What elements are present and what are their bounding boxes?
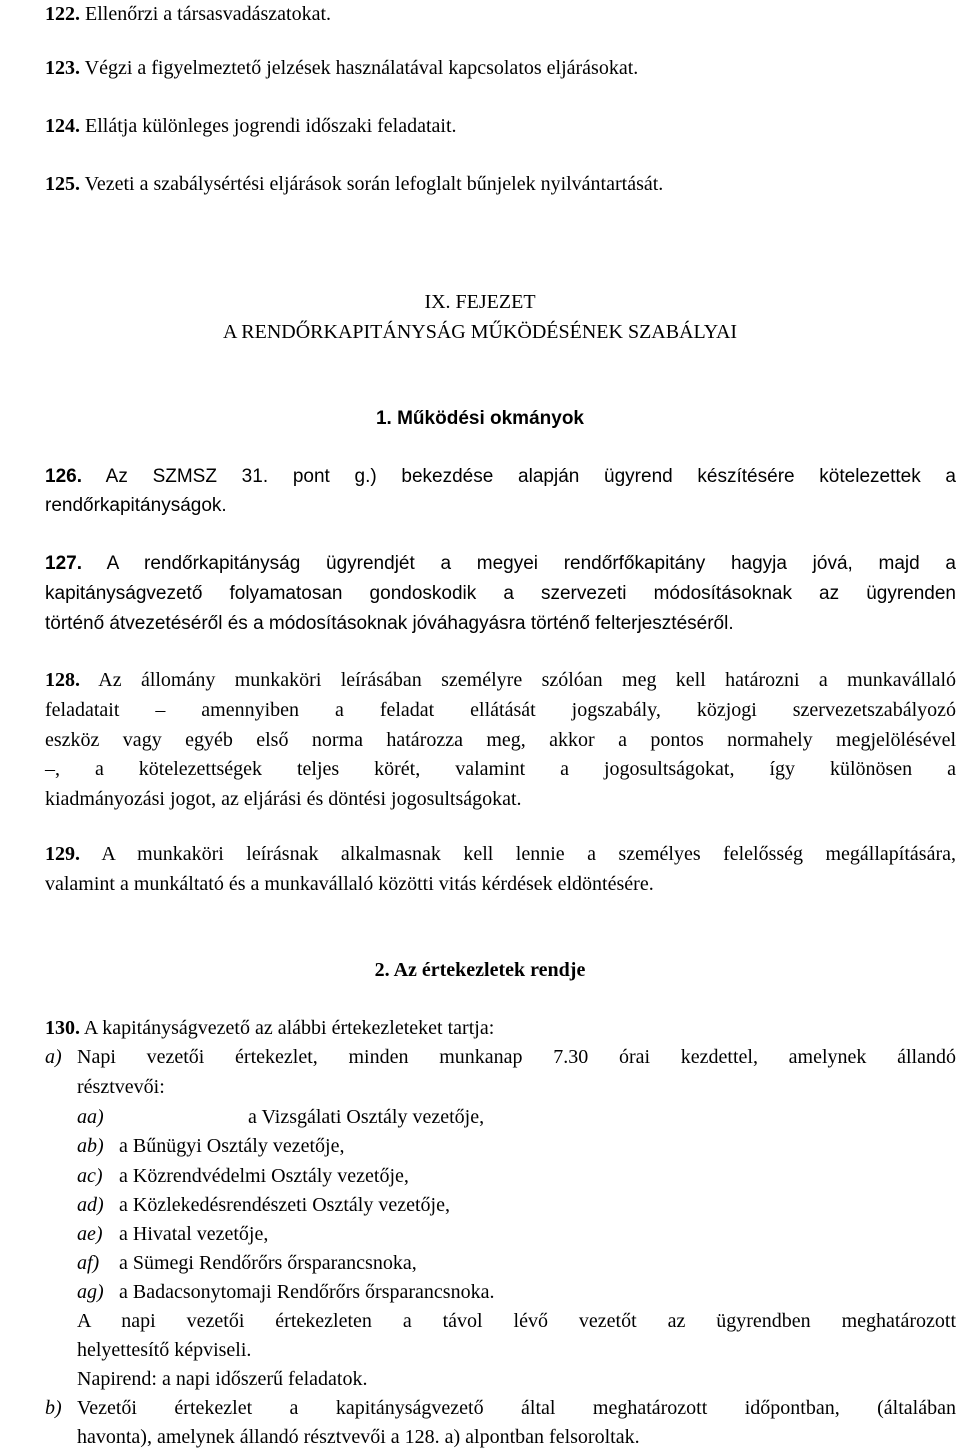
participant-ad xyxy=(77,1193,450,1217)
item-b xyxy=(45,1396,77,1420)
paragraph-text: Az SZMSZ 31. pont g.) bekezdése alapján ügyrend készítésére kötelezettek a xyxy=(105,466,956,487)
item-a-line1: Napi vezetői értekezlet, minden munkanap 7.30 órai kezdettel, amelynek állandó xyxy=(77,1046,956,1068)
paragraph-text: Ellenőrzi a társasvadászatokat. xyxy=(85,3,331,25)
participant-ac xyxy=(77,1164,409,1188)
item-a xyxy=(45,1045,77,1069)
paragraph-number: 123. xyxy=(45,57,80,79)
chapter-number: IX. FEJEZET xyxy=(424,291,536,313)
paragraph-124 xyxy=(45,114,457,138)
participant-label: ad) xyxy=(77,1194,104,1216)
paragraph-129-line2: valamint a munkáltató és a munkavállaló közötti vitás kérdések eldöntésére. xyxy=(45,873,654,895)
paragraph-128-line2: feladatait – amennyiben a feladat ellátását jogszabály, közjogi szervezetszabályozó xyxy=(45,699,956,721)
paragraph-text: A munkaköri leírásnak alkalmasnak kell lennie a személyes felelősség megállapítására, xyxy=(101,843,956,865)
paragraph-text: Vezeti a szabálysértési eljárások során lefoglalt bűnjelek nyilvántartását. xyxy=(84,173,664,195)
deputy-line2: helyettesítő képviseli. xyxy=(77,1339,252,1361)
participant-text: a Közlekedésrendészeti Osztály vezetője, xyxy=(119,1194,450,1216)
participant-ag xyxy=(77,1280,494,1304)
paragraph-128-line3: eszköz vagy egyéb első norma határozza meg, akkor a pontos normahely megjelölésével xyxy=(45,729,956,751)
agenda-line: Napirend: a napi időszerű feladatok. xyxy=(77,1368,368,1390)
participant-ae xyxy=(77,1222,268,1246)
participant-label: ab) xyxy=(77,1135,104,1157)
participant-text: a Vizsgálati Osztály vezetője, xyxy=(248,1106,485,1128)
paragraph-number: 129. xyxy=(45,843,80,865)
participant-label: ac) xyxy=(77,1165,103,1187)
participant-label: aa) xyxy=(77,1106,104,1128)
item-a-line2: résztvevői: xyxy=(77,1076,165,1098)
section-title-1: 1. Működési okmányok xyxy=(375,408,584,429)
paragraph-text: A rendőrkapitányság ügyrendjét a megyei rendőrfőkapitány hagyja jóvá, majd a xyxy=(106,553,956,574)
paragraph-127-line3: történő átvezetéséről és a módosításoknak jóváhagyásra történő felterjesztéséről. xyxy=(45,613,734,634)
paragraph-number: 124. xyxy=(45,115,80,137)
participant-label: ae) xyxy=(77,1223,103,1245)
participant-text: a Badacsonytomaji Rendőrőrs őrsparancsnoka. xyxy=(119,1281,495,1303)
participant-ab xyxy=(77,1134,345,1158)
paragraph-125 xyxy=(45,172,663,196)
paragraph-127 xyxy=(45,552,956,576)
paragraph-127-line2: kapitányságvezető folyamatosan gondoskodik a szervezeti módosításoknak az ügyrenden xyxy=(45,583,956,604)
paragraph-number: 122. xyxy=(45,3,80,25)
paragraph-123 xyxy=(45,56,638,80)
participant-text: a Hivatal vezetője, xyxy=(119,1223,269,1245)
item-a-label: a) xyxy=(45,1046,62,1068)
paragraph-128-line4: –, a kötelezettségek teljes körét, valamint a jogosultságokat, így különösen a xyxy=(45,758,956,780)
section-title-2: 2. Az értekezletek rendje xyxy=(374,959,586,981)
paragraph-126 xyxy=(45,465,956,489)
participant-label: af) xyxy=(77,1252,100,1274)
participant-label: ag) xyxy=(77,1281,104,1303)
participant-text: a Sümegi Rendőrőrs őrsparancsnoka, xyxy=(119,1252,417,1274)
paragraph-text: Végzi a figyelmeztető jelzések használatával kapcsolatos eljárásokat. xyxy=(84,57,639,79)
paragraph-128 xyxy=(45,668,956,692)
paragraph-130 xyxy=(45,1016,494,1040)
item-b-line1: Vezetői értekezlet a kapitányságvezető által meghatározott időpontban, (általában xyxy=(77,1397,956,1419)
paragraph-text: A kapitányságvezető az alábbi értekezleteket tartja: xyxy=(83,1017,495,1039)
deputy-line1: A napi vezetői értekezleten a távol lévő vezetőt az ügyrendben meghatározott xyxy=(77,1310,956,1332)
paragraph-126-line2: rendőrkapitányságok. xyxy=(45,495,227,516)
item-b-line2: havonta), amelynek állandó résztvevői a 128. a) alpontban felsoroltak. xyxy=(77,1426,640,1448)
paragraph-number: 128. xyxy=(45,669,80,691)
paragraph-number: 125. xyxy=(45,173,80,195)
paragraph-number: 127. xyxy=(45,553,82,574)
paragraph-text: Ellátja különleges jogrendi időszaki feladatait. xyxy=(85,115,457,137)
chapter-title: A RENDŐRKAPITÁNYSÁG MŰKÖDÉSÉNEK SZABÁLYAI xyxy=(222,321,738,343)
participant-aa xyxy=(77,1105,484,1129)
participant-af xyxy=(77,1251,417,1275)
paragraph-text: Az állomány munkaköri leírásában személyre szólóan meg kell határozni a munkavállaló xyxy=(98,669,956,691)
participant-text: a Bűnügyi Osztály vezetője, xyxy=(119,1135,345,1157)
paragraph-128-line5: kiadmányozási jogot, az eljárási és döntési jogosultságokat. xyxy=(45,788,522,810)
paragraph-number: 126. xyxy=(45,466,82,487)
paragraph-number: 130. xyxy=(45,1017,80,1039)
paragraph-129 xyxy=(45,842,956,866)
item-b-label: b) xyxy=(45,1397,62,1419)
participant-text: a Közrendvédelmi Osztály vezetője, xyxy=(119,1165,409,1187)
paragraph-122 xyxy=(45,2,331,26)
